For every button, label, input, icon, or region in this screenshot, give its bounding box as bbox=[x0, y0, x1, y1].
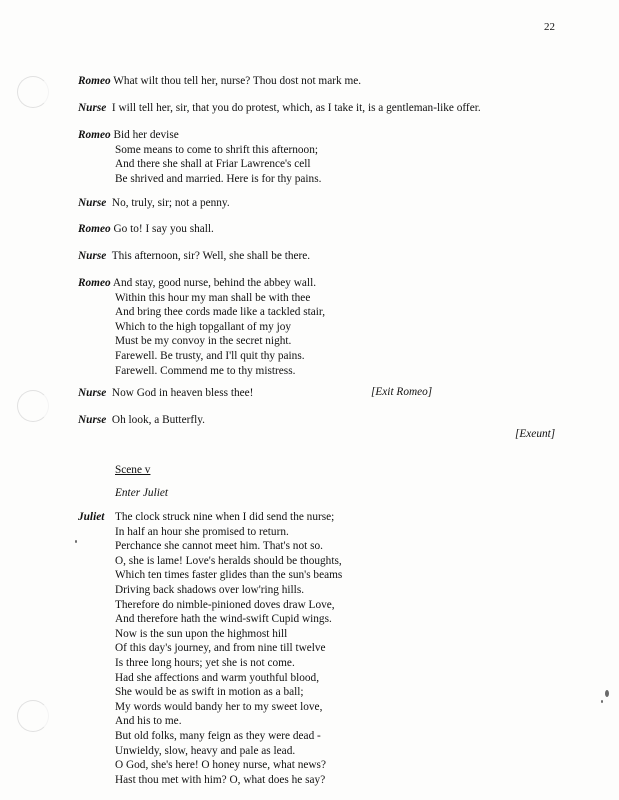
stage-direction-enter-juliet: Enter Juliet bbox=[115, 487, 169, 499]
verse-line: Unwieldy, slow, heavy and pale as lead. bbox=[115, 744, 296, 757]
verse-line: Hast thou met with him? O, what does he say? bbox=[115, 773, 326, 786]
speech-line: I will tell her, sir, that you do protest, which, as I take it, is a gentleman-like offer. bbox=[111, 102, 481, 114]
verse-line: She would be as swift in motion as a ball; bbox=[115, 686, 304, 699]
speech-line: And stay, good nurse, behind the abbey wall. bbox=[112, 277, 317, 289]
speech-nurse-5 bbox=[78, 413, 578, 428]
speech-line: What wilt thou tell her, nurse? Thou dost not mark me. bbox=[113, 75, 362, 87]
page-number: 22 bbox=[544, 21, 555, 33]
stage-direction-exit-romeo: [Exit Romeo] bbox=[371, 386, 433, 398]
speaker-name: Romeo bbox=[78, 223, 111, 235]
verse-line: But old folks, many feign as they were dead - bbox=[115, 729, 321, 742]
speech-romeo-3 bbox=[78, 222, 578, 237]
verse-line: Perchance she cannot meet him. That's not so. bbox=[115, 540, 323, 553]
speaker-name: Nurse bbox=[78, 414, 107, 426]
verse-lines bbox=[78, 291, 578, 379]
verse-line: My words would bandy her to my sweet love, bbox=[115, 700, 323, 713]
speech-line: Oh look, a Butterfly. bbox=[111, 414, 205, 426]
verse-line: Driving back shadows over low'ring hills. bbox=[115, 583, 305, 596]
speech-juliet bbox=[78, 510, 342, 787]
verse-line: Which ten times faster glides than the sun's beams bbox=[115, 569, 343, 582]
verse-line: And therefore hath the wind-swift Cupid wings. bbox=[115, 613, 332, 626]
speech-line: Now God in heaven bless thee! bbox=[111, 387, 254, 399]
punch-hole-middle bbox=[17, 390, 49, 422]
scan-speck bbox=[75, 540, 77, 543]
speaker-name: Nurse bbox=[78, 250, 107, 262]
speaker-name: Romeo bbox=[78, 129, 111, 141]
speaker-name: Nurse bbox=[78, 102, 107, 114]
verse-line: Had she affections and warm youthful blood, bbox=[115, 671, 320, 684]
speech-line: Bid her devise bbox=[113, 129, 179, 141]
speaker-name: Juliet bbox=[78, 511, 105, 523]
speaker-name: Nurse bbox=[78, 387, 107, 399]
verse-line: And there she shall at Friar Lawrence's cell bbox=[115, 158, 311, 171]
verse-line: Be shrived and married. Here is for thy pains. bbox=[115, 172, 322, 185]
speech-nurse-1 bbox=[78, 101, 578, 116]
speech-nurse-2 bbox=[78, 196, 578, 211]
verse-line: Therefore do nimble-pinioned doves draw Love, bbox=[115, 598, 335, 611]
verse-line: Now is the sun upon the highmost hill bbox=[115, 627, 288, 640]
speaker-name: Nurse bbox=[78, 197, 107, 209]
verse-line: O God, she's here! O honey nurse, what news? bbox=[115, 759, 326, 772]
verse-line: Farewell. Commend me to thy mistress. bbox=[115, 364, 296, 377]
verse-line: Farewell. Be trusty, and I'll quit thy pains. bbox=[115, 349, 305, 362]
speaker-name: Romeo bbox=[78, 277, 111, 289]
verse-line: And his to me. bbox=[115, 715, 182, 728]
speech-line: This afternoon, sir? Well, she shall be there. bbox=[111, 250, 311, 262]
verse-line: Is three long hours; yet she is not come. bbox=[115, 656, 295, 669]
speech-romeo-2 bbox=[78, 128, 578, 186]
verse-line: Within this hour my man shall be with thee bbox=[115, 291, 311, 304]
speech-nurse-3 bbox=[78, 249, 578, 264]
verse-line: In half an hour she promised to return. bbox=[115, 525, 289, 538]
speech-line: No, truly, sir; not a penny. bbox=[111, 197, 230, 209]
speech-line: The clock struck nine when I did send the nurse; bbox=[115, 511, 335, 523]
speech-line: Go to! I say you shall. bbox=[113, 223, 214, 235]
verse-line: Of this day's journey, and from nine till twelve bbox=[115, 642, 326, 655]
scan-speck bbox=[605, 690, 609, 697]
verse-line: And bring thee cords made like a tackled stair, bbox=[115, 306, 326, 319]
punch-hole-bottom bbox=[17, 700, 49, 732]
speech-romeo-1 bbox=[78, 74, 578, 89]
scan-speck bbox=[601, 700, 603, 703]
scene-heading: Scene v bbox=[115, 464, 151, 476]
speech-romeo-4 bbox=[78, 276, 578, 378]
punch-hole-top bbox=[17, 76, 49, 108]
speaker-name: Romeo bbox=[78, 75, 111, 87]
verse-line: Which to the high topgallant of my joy bbox=[115, 320, 292, 333]
stage-direction-exeunt: [Exeunt] bbox=[515, 428, 556, 440]
speech-nurse-4 bbox=[78, 386, 578, 401]
verse-line: O, she is lame! Love's heralds should be thoughts, bbox=[115, 554, 342, 567]
verse-line: Some means to come to shrift this afternoon; bbox=[115, 143, 318, 156]
verse-line: Must be my convoy in the secret night. bbox=[115, 335, 292, 348]
verse-lines bbox=[78, 525, 342, 788]
verse-lines bbox=[78, 143, 578, 187]
